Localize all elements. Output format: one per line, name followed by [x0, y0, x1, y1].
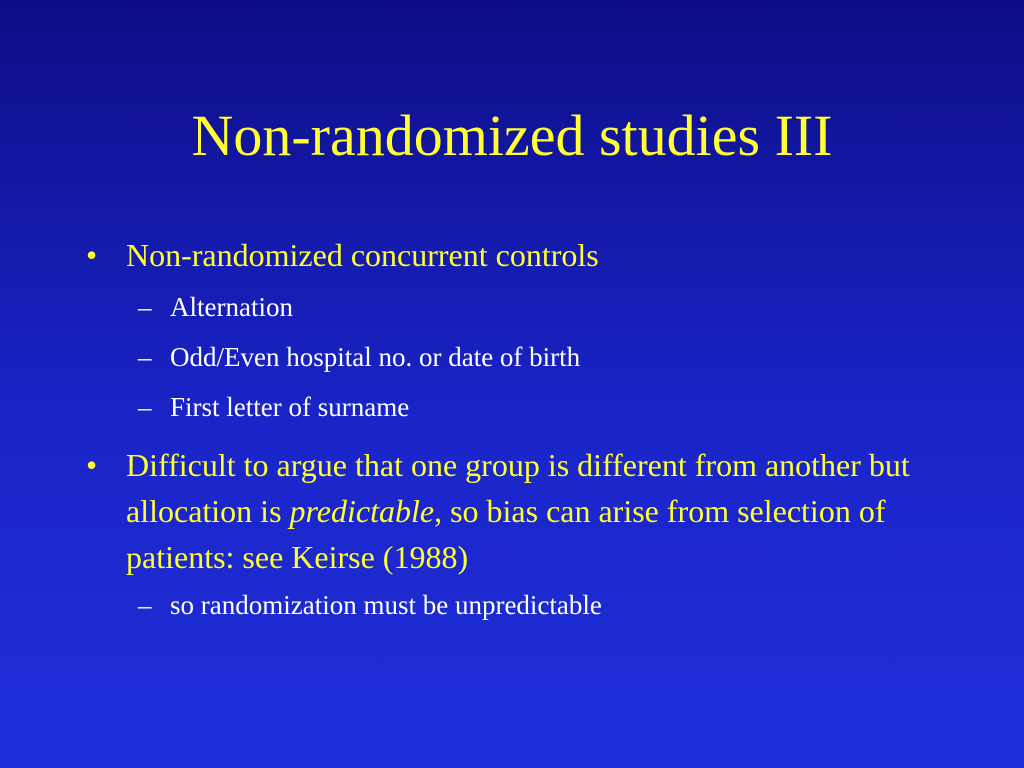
- sub-marker: –: [138, 292, 152, 322]
- bullet-text-end: , so bias can arise from selection of patients: see Keirse (1988): [126, 493, 886, 575]
- sub-item: [86, 332, 946, 382]
- sub-marker: –: [138, 590, 152, 620]
- sub-item: [86, 282, 946, 332]
- bullet-item: [86, 232, 946, 278]
- bullet-text: Non-randomized concurrent controls: [126, 237, 599, 273]
- sub-item: [86, 580, 946, 630]
- bullet-item: [86, 442, 946, 580]
- bullet-marker: •: [86, 447, 98, 483]
- sub-text: Odd/Even hospital no. or date of birth: [170, 342, 581, 372]
- sub-marker: –: [138, 342, 152, 372]
- sub-text: Alternation: [170, 292, 293, 322]
- bullet-marker: •: [86, 237, 98, 273]
- sub-item: [86, 382, 946, 432]
- slide-title: Non-randomized studies III: [191, 103, 833, 168]
- bullet-text-start: Difficult to argue that one group is different from another but allocation is: [126, 447, 910, 529]
- bullet-text-emphasis: predictable: [289, 493, 435, 529]
- slide-body: [86, 232, 946, 630]
- sub-marker: –: [138, 392, 152, 422]
- sub-text: First letter of surname: [170, 392, 410, 422]
- sub-text: so randomization must be unpredictable: [170, 590, 602, 620]
